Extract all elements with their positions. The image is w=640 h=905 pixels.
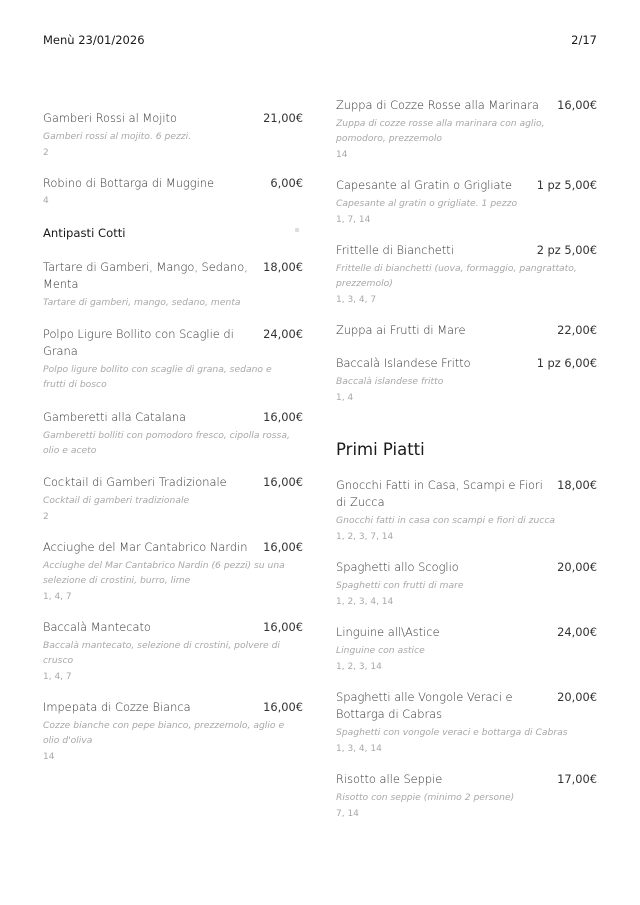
item-description: Linguine con astice <box>336 645 425 656</box>
item-allergens: 4 <box>43 196 49 206</box>
menu-item <box>43 699 303 765</box>
item-name: Robino di Bottarga di Muggine <box>43 176 214 190</box>
menu-item <box>43 259 303 310</box>
menu-item <box>336 559 597 610</box>
menu-item <box>43 175 303 209</box>
item-price: 16,00€ <box>263 700 303 714</box>
item-name: Gamberi Rossi al Mojito <box>43 111 177 125</box>
menu-item <box>43 409 303 458</box>
item-price: 21,00€ <box>263 111 303 125</box>
page-header <box>43 33 597 47</box>
item-price: 16,00€ <box>263 410 303 424</box>
decorative-dot <box>295 228 299 232</box>
item-name: Tartare di Gamberi, Mango, Sedano, Menta <box>43 260 248 291</box>
menu-item <box>336 477 597 545</box>
item-price: 20,00€ <box>557 560 597 574</box>
item-allergens: 7, 14 <box>336 809 359 819</box>
menu-item <box>43 619 303 685</box>
menu-item <box>336 97 597 163</box>
item-name: Impepata di Cozze Bianca <box>43 700 191 714</box>
item-price: 18,00€ <box>263 260 303 274</box>
item-description: Gnocchi fatti in casa con scampi e fiori di zucca <box>336 515 556 526</box>
item-description: Frittelle di bianchetti (uova, formaggio, pangrattato, prezzemolo) <box>336 263 577 289</box>
menu-item <box>43 326 303 392</box>
item-price: 16,00€ <box>263 540 303 554</box>
item-allergens: 1, 4, 7 <box>43 672 72 682</box>
item-name: Acciughe del Mar Cantabrico Nardin <box>43 540 248 554</box>
item-allergens: 1, 7, 14 <box>336 215 371 225</box>
menu-item <box>336 771 597 822</box>
item-price: 2 pz 5,00€ <box>536 243 597 257</box>
item-price: 1 pz 6,00€ <box>536 356 597 370</box>
item-description: Acciughe del Mar Cantabrico Nardin (6 pezzi) su una selezione di crostini, burro, lime <box>43 560 285 586</box>
item-description: Cozze bianche con pepe bianco, prezzemolo, aglio e olio d'oliva <box>43 720 285 746</box>
item-allergens: 2 <box>43 148 49 158</box>
item-name: Polpo Ligure Bollito con Scaglie di Grana <box>43 327 234 358</box>
item-price: 18,00€ <box>557 478 597 492</box>
item-allergens: 2 <box>43 512 49 522</box>
item-name: Cocktail di Gamberi Tradizionale <box>43 475 227 489</box>
section-title-primi-piatti: Primi Piatti <box>336 440 425 459</box>
item-name: Risotto alle Seppie <box>336 772 443 786</box>
item-description: Risotto con seppie (minimo 2 persone) <box>336 792 515 803</box>
item-name: Spaghetti alle Vongole Veraci e Bottarga di Cabras <box>336 690 513 721</box>
item-description: Cocktail di gamberi tradizionale <box>43 495 190 506</box>
menu-item <box>43 110 303 161</box>
item-name: Linguine all\Astice <box>336 625 440 639</box>
item-description: Spaghetti con frutti di mare <box>336 580 464 591</box>
item-allergens: 14 <box>336 150 348 160</box>
item-name: Zuppa ai Frutti di Mare <box>336 323 466 337</box>
menu-item <box>336 242 597 308</box>
item-price: 1 pz 5,00€ <box>536 178 597 192</box>
item-name: Gamberetti alla Catalana <box>43 410 186 424</box>
item-allergens: 1, 3, 4, 14 <box>336 744 382 754</box>
item-price: 16,00€ <box>263 620 303 634</box>
item-name: Spaghetti allo Scoglio <box>336 560 459 574</box>
item-price: 17,00€ <box>557 772 597 786</box>
item-description: Capesante al gratin o grigliate. 1 pezzo <box>336 198 518 209</box>
item-price: 24,00€ <box>263 327 303 341</box>
item-description: Gamberetti bolliti con pomodoro fresco, cipolla rossa, olio e aceto <box>43 430 290 456</box>
item-name: Capesante al Gratin o Grigliate <box>336 178 513 192</box>
item-allergens: 1, 4 <box>336 393 354 403</box>
menu-item <box>336 322 597 339</box>
menu-item <box>336 689 597 757</box>
item-description: Gamberi rossi al mojito. 6 pezzi. <box>43 131 192 142</box>
item-name: Frittelle di Bianchetti <box>336 243 454 257</box>
item-price: 24,00€ <box>557 625 597 639</box>
item-description: Spaghetti con vongole veraci e bottarga di Cabras <box>336 727 568 738</box>
item-description: Baccalà mantecato, selezione di crostini, polvere di crusco <box>43 640 280 666</box>
item-name: Gnocchi Fatti in Casa, Scampi e Fiori di Zucca <box>336 478 543 509</box>
item-allergens: 1, 2, 3, 4, 14 <box>336 597 394 607</box>
menu-item <box>43 474 303 525</box>
item-price: 20,00€ <box>557 690 597 704</box>
item-price: 16,00€ <box>557 98 597 112</box>
menu-item <box>336 177 597 228</box>
menu-item <box>336 624 597 675</box>
item-price: 22,00€ <box>557 323 597 337</box>
item-description: Zuppa di cozze rosse alla marinara con aglio, pomodoro, prezzemolo <box>336 118 545 144</box>
item-description: Polpo ligure bollito con scaglie di grana, sedano e frutti di bosco <box>43 364 272 390</box>
item-price: 16,00€ <box>263 475 303 489</box>
item-price: 6,00€ <box>270 176 303 190</box>
item-description: Tartare di gamberi, mango, sedano, menta <box>43 297 241 308</box>
section-title-antipasti-cotti: Antipasti Cotti <box>43 226 126 240</box>
page-number: 2/17 <box>571 33 597 47</box>
item-allergens: 1, 3, 4, 7 <box>336 295 377 305</box>
item-allergens: 14 <box>43 752 55 762</box>
menu-item <box>336 355 597 406</box>
menu-date-title: Menù 23/01/2026 <box>43 33 145 47</box>
item-name: Baccalà Islandese Fritto <box>336 356 471 370</box>
item-name: Zuppa di Cozze Rosse alla Marinara <box>336 98 539 112</box>
item-allergens: 1, 2, 3, 14 <box>336 662 382 672</box>
menu-item <box>43 539 303 605</box>
item-description: Baccalà islandese fritto <box>336 376 444 387</box>
item-allergens: 1, 2, 3, 7, 14 <box>336 532 394 542</box>
item-allergens: 1, 4, 7 <box>43 592 72 602</box>
item-name: Baccalà Mantecato <box>43 620 151 634</box>
